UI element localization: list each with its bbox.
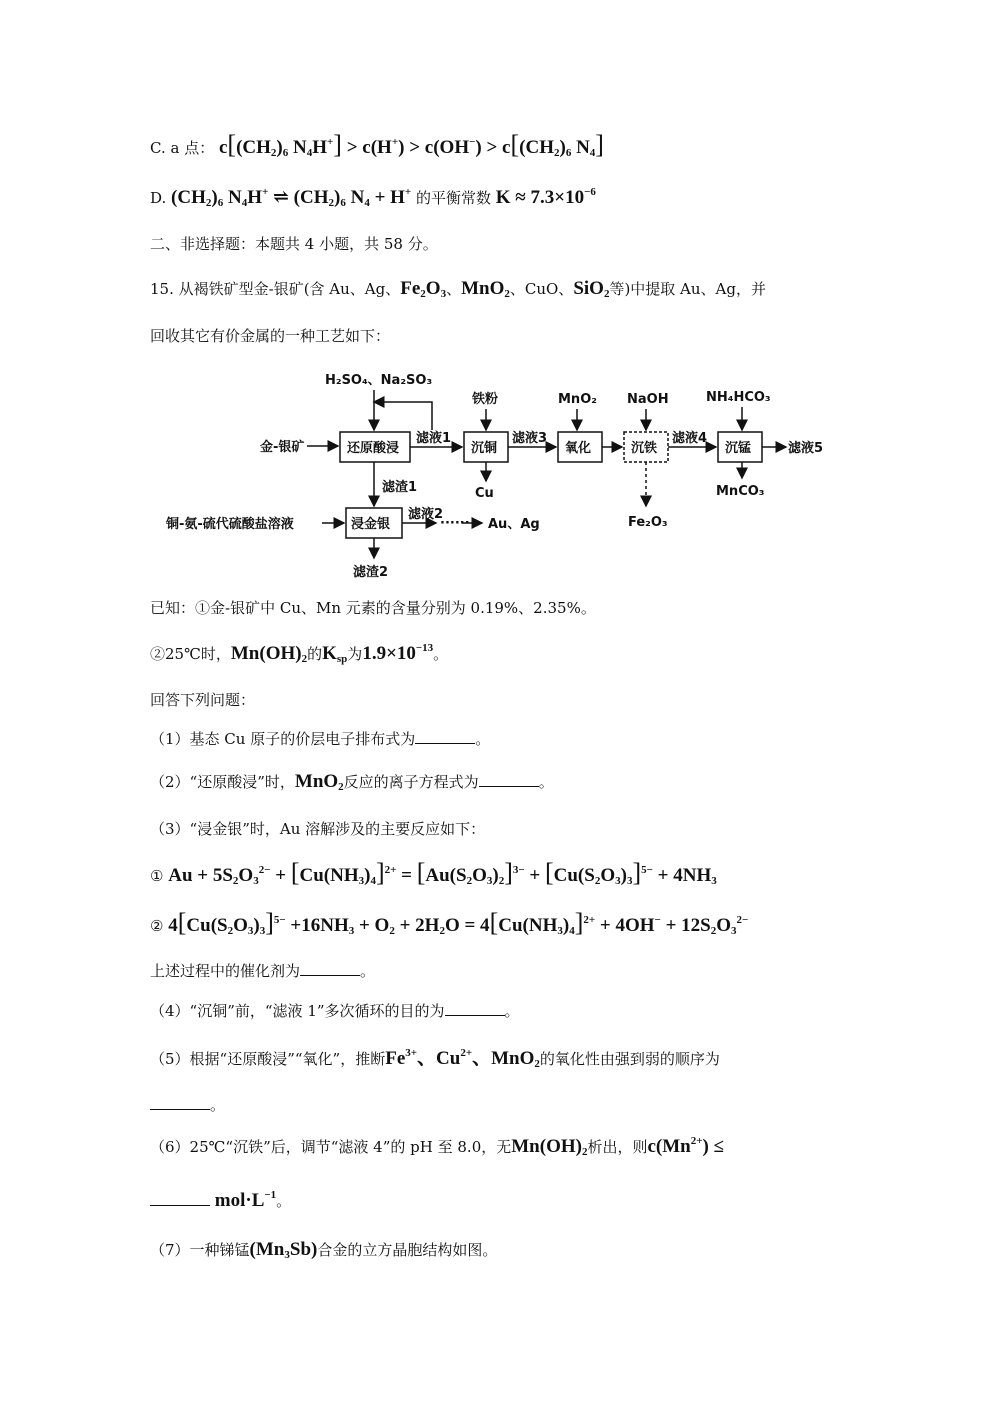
mno2-formula-q2: MnO$_2$ [294, 771, 344, 793]
equation-1 [150, 858, 717, 888]
catalyst-text: 上述过程中的催化剂为 [150, 962, 301, 980]
eq2-number: ② [150, 917, 164, 935]
fe2o3-label: Fe₂O₃ [628, 515, 668, 530]
question-2 [150, 771, 554, 793]
answer-blank[interactable] [300, 961, 360, 976]
q7-text-a: （7）一种锑锰 [150, 1241, 250, 1259]
mno2-formula: MnO$_2$ [461, 278, 510, 300]
option-d-label: D. [150, 189, 167, 207]
equation-1-formula: $Au + 5S_2O_3^{2-} + [Cu(NH_3)_4]^{2+} = [Au(S_2O_3)_2]^{3-} + [Cu(S_2O_3)_3]^{5-} + 4NH_3$ [168, 858, 717, 887]
q6-text-a: （6）25℃“沉铁”后，调节“滤液 4”的 pH 至 8.0，无 [150, 1138, 512, 1156]
q7-text-b: 合金的立方晶胞结构如图。 [317, 1241, 498, 1259]
q6-text-b: 析出，则 [587, 1138, 648, 1156]
q4-text: （4）“沉铜”前，“滤液 1”多次循环的目的为 [150, 1002, 445, 1020]
box1-label: 还原酸浸 [347, 441, 400, 456]
sio2-formula: SiO$_2$ [573, 278, 610, 300]
answer-blank[interactable] [445, 1001, 505, 1016]
filtrate2-label: 滤液2 [408, 507, 444, 522]
q5-text-b: 的氧化性由强到弱的顺序为 [539, 1050, 720, 1068]
question-6 [150, 1135, 724, 1158]
q1-end: 。 [475, 730, 491, 748]
ksp-value: $1.9\times 10^{-13}$ [362, 642, 434, 664]
q15-sep1: 、 [446, 280, 462, 298]
box3-label: 氧化 [565, 441, 592, 456]
question-5 [150, 1043, 720, 1070]
ions-formula: $Fe^{3+}$、$Cu^{2+}$、MnO$_2$ [385, 1047, 540, 1070]
known-2 [150, 642, 448, 665]
question-15-line1 [150, 278, 766, 300]
nh4hco3-reagent: NH₄HCO₃ [706, 390, 771, 405]
question-7 [150, 1239, 497, 1261]
q4-end: 。 [504, 1002, 520, 1020]
box5-label: 沉锰 [725, 441, 752, 456]
answer-blank[interactable] [479, 772, 539, 787]
question-6-answer [150, 1189, 291, 1212]
q2-text-a: （2）“还原酸浸”时， [150, 773, 295, 791]
known2-text-d: 。 [433, 645, 449, 663]
question-3: （3）“浸金银”时，Au 溶解涉及的主要反应如下： [150, 820, 486, 838]
q15-text-a: 15. 从褐铁矿型金-银矿(含 Au、Ag、 [150, 280, 401, 298]
q5-text-a: （5）根据“还原酸浸”“氧化”，推断 [150, 1050, 386, 1068]
filtrate3-label: 滤液3 [512, 431, 548, 446]
answer-intro: 回答下列问题： [150, 691, 256, 709]
mnoh2-formula-q6: $Mn(OH)_2$ [511, 1136, 588, 1158]
eq1-number: ① [150, 867, 164, 885]
known-1: 已知：①金-银矿中 Cu、Mn 元素的含量分别为 0.19%、2.35%。 [150, 599, 596, 617]
box6-label: 浸金银 [351, 517, 391, 532]
catalyst-end: 。 [360, 962, 376, 980]
process-flow-diagram [160, 370, 850, 585]
equation-2-formula: $4[Cu(S_2O_3)_3]^{5-} +16NH_3 + O_2 + 2H_2O = 4[Cu(NH_3)_4]^{2+} + 4OH^- + 12S_2O_3^{2-}$ [168, 908, 749, 937]
question-1 [150, 728, 490, 749]
dots-label: ······ [440, 516, 470, 531]
au-ag-label: Au、Ag [488, 517, 540, 532]
option-d-text: 的平衡常数 [415, 189, 491, 207]
answer-blank[interactable] [415, 729, 475, 744]
question-4 [150, 1000, 520, 1021]
q6-end: 。 [276, 1192, 292, 1210]
known2-text-a: ②25℃时， [150, 645, 231, 663]
fe2o3-formula: $Fe_2O_3$ [400, 278, 447, 300]
solution-label: 铜-氨-硫代硫酸盐溶液 [166, 517, 294, 532]
mn3sb-formula: $(Mn_3Sb)$ [249, 1239, 318, 1261]
q15-sep2: 、CuO、 [509, 280, 574, 298]
mn-conc-formula: $c(Mn^{2+})$ ≤ [647, 1135, 725, 1157]
box4-label: 沉铁 [631, 441, 658, 456]
residue1-label: 滤渣1 [382, 480, 418, 495]
option-c-formula: $c[(CH_2)_6$ $N_4H^+] > c(H^+) > c(OH^-) > c[(CH_2)_6$ $N_4$] [218, 130, 604, 159]
cu-label: Cu [475, 486, 494, 501]
filtrate4-label: 滤液4 [672, 431, 708, 446]
reagent-acid: H₂SO₄、Na₂SO₃ [325, 373, 433, 388]
filtrate1-label: 滤液1 [416, 431, 452, 446]
option-d-equation: $(CH_2)_6$ $N_4H^+$ ⇌ $(CH_2)_6$ $N_4 + H^+$ [171, 186, 412, 209]
filtrate5-label: 滤液5 [788, 441, 824, 456]
q1-text: （1）基态 Cu 原子的价层电子排布式为 [150, 730, 416, 748]
ore-label: 金-银矿 [260, 440, 305, 455]
known2-text-b: 的 [307, 645, 323, 663]
iron-powder-label: 铁粉 [472, 392, 499, 407]
box2-label: 沉铜 [471, 441, 498, 456]
question-5-answer [150, 1094, 225, 1115]
option-c [150, 130, 604, 160]
q2-text-b: 反应的离子方程式为 [343, 773, 479, 791]
section-heading: 二、非选择题：本题共 4 小题，共 58 分。 [150, 235, 438, 253]
naoh-reagent: NaOH [627, 392, 669, 407]
catalyst-question [150, 960, 375, 981]
unit-formula: $mol\cdot L^{-1}$ [210, 1189, 277, 1211]
answer-blank[interactable] [150, 1095, 210, 1110]
q15-text-b: 等)中提取 Au、Ag，并 [609, 280, 766, 298]
option-d-constant: $K \approx 7.3\times 10^{-6}$ [495, 186, 596, 208]
q5-end: 。 [210, 1096, 226, 1114]
ksp-symbol: $K_{sp}$ [322, 643, 348, 665]
recycle-arrow [374, 402, 432, 430]
mnoh2-formula: $Mn(OH)_2$ [230, 643, 308, 665]
option-c-label: C. a 点： [150, 139, 215, 157]
residue2-label: 滤渣2 [353, 565, 389, 580]
q2-end: 。 [538, 773, 554, 791]
mnco3-label: MnCO₃ [716, 484, 765, 499]
equation-2 [150, 908, 748, 938]
mno2-reagent: MnO₂ [558, 392, 597, 407]
answer-blank[interactable] [150, 1191, 210, 1206]
option-d [150, 186, 596, 209]
known2-text-c: 为 [347, 645, 363, 663]
question-15-line2: 回收其它有价金属的一种工艺如下： [150, 327, 391, 345]
